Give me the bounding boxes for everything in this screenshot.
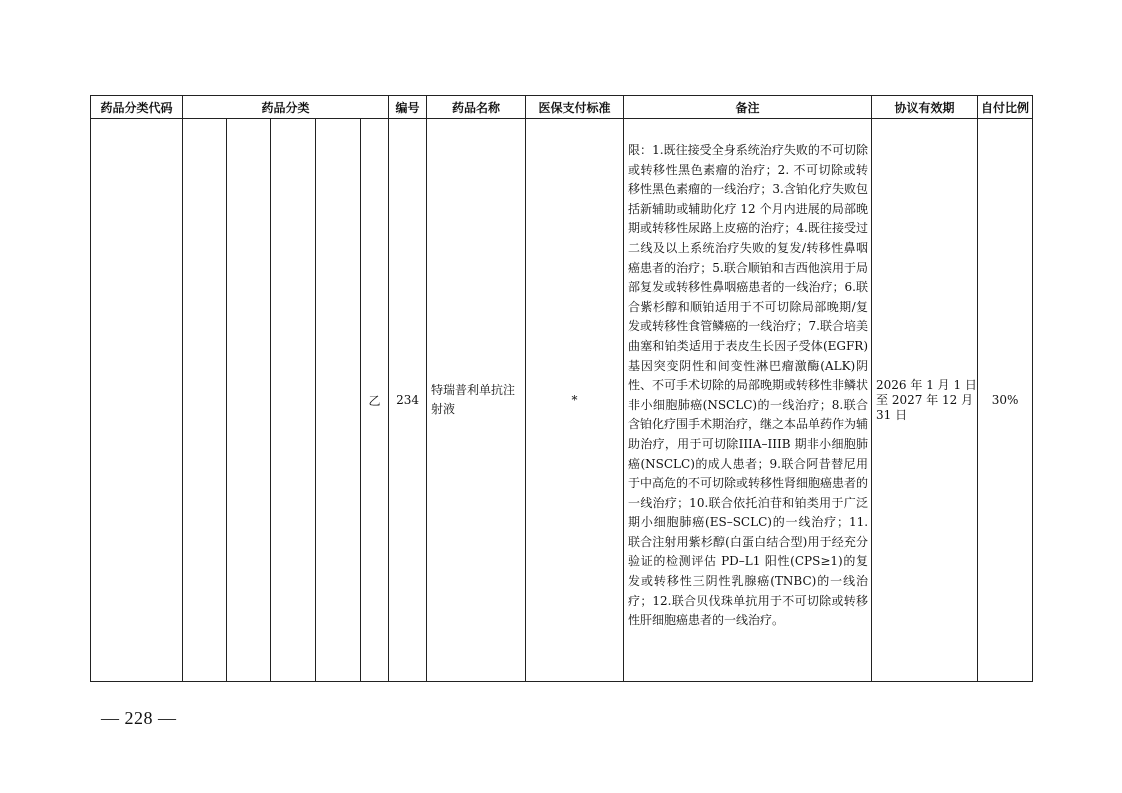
number-cell: 234 xyxy=(389,119,427,682)
table-header-row xyxy=(91,96,1033,119)
header-number: 编号 xyxy=(389,96,427,119)
payment-standard-cell: * xyxy=(526,119,624,682)
validity-cell: 2026 年 1 月 1 日至 2027 年 12 月 31 日 xyxy=(872,119,978,682)
header-category: 药品分类 xyxy=(183,96,389,119)
drug-name-cell: 特瑞普利单抗注射液 xyxy=(427,119,526,682)
drug-table xyxy=(90,95,1033,682)
category-code-cell xyxy=(91,119,183,682)
category-class-cell: 乙 xyxy=(361,119,389,682)
table-row xyxy=(91,119,1033,682)
header-category-code: 药品分类代码 xyxy=(91,96,183,119)
remarks-text: 限：1.既往接受全身系统治疗失败的不可切除或转移性黑色素瘤的治疗；2. 不可切除或转移性黑色素瘤的一线治疗；3.含铂化疗失败包括新辅助或辅助化疗 12 个月内进展的局部晚期或转移性尿路上皮癌的治疗；4.既往接受过二线及以上系统治疗失败的复发/转移性鼻咽癌患者的治疗；5.联合顺铂和吉西他滨用于局部复发或转移性鼻咽癌患者的一线治疗；6.联合紫杉醇和顺铂适用于不可切除局部晚期/复发或转移性食管鳞癌的一线治疗；7.联合培美曲塞和铂类适用于表皮生长因子受体(EGFR)基因突变阴性和间变性淋巴瘤激酶(ALK)阴性、不可手术切除的局部晚期或转移性非鳞状非小细胞肺癌(NSCLC)的一线治疗；8.联合含铂化疗围手术期治疗，继之本品单药作为辅助治疗，用于可切除IIIA–IIIB 期非小细胞肺癌(NSCLC)的成人患者；9.联合阿昔替尼用于中高危的不可切除或转移性肾细胞癌患者的一线治疗；10.联合依托泊苷和铂类用于广泛期小细胞肺癌(ES–SCLC)的一线治疗；11.联合注射用紫杉醇(白蛋白结合型)用于经充分验证的检测评估 PD–L1 阳性(CPS≥1)的复发或转移性三阴性乳腺癌(TNBC)的一线治疗；12.联合贝伐珠单抗用于不可切除或转移性肝细胞癌患者的一线治疗。 xyxy=(628,143,869,628)
header-payment-standard: 医保支付标准 xyxy=(526,96,624,119)
header-drug-name: 药品名称 xyxy=(427,96,526,119)
category-level-3-cell xyxy=(271,119,316,682)
category-level-2-cell xyxy=(227,119,271,682)
header-self-pay-ratio: 自付比例 xyxy=(978,96,1033,119)
category-level-1-cell xyxy=(183,119,227,682)
header-remarks: 备注 xyxy=(624,96,872,119)
header-validity: 协议有效期 xyxy=(872,96,978,119)
remarks-cell xyxy=(624,119,872,682)
self-pay-ratio-cell: 30% xyxy=(978,119,1033,682)
page-number: — 228 — xyxy=(101,708,177,728)
category-level-4-cell xyxy=(316,119,361,682)
